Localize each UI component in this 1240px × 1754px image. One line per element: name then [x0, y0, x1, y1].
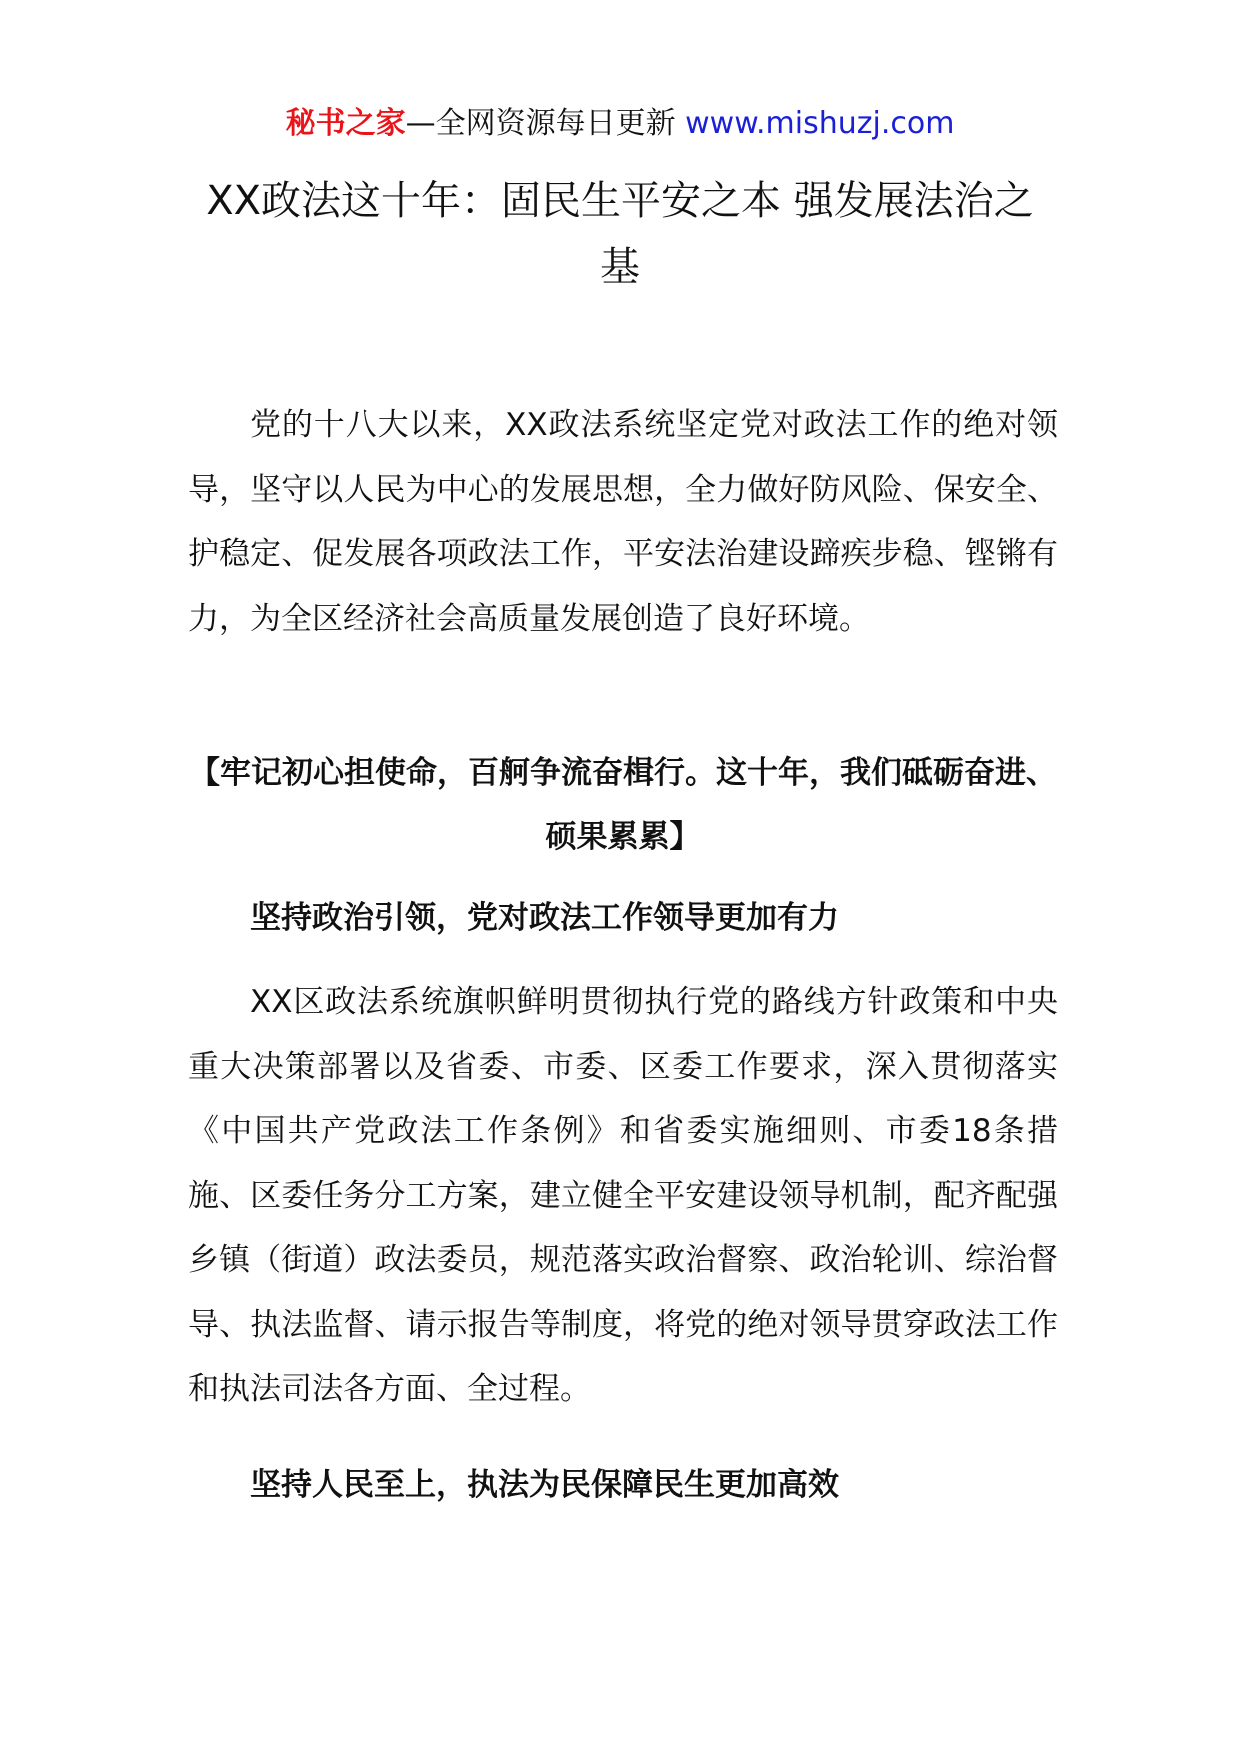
site-header	[0, 100, 1240, 148]
intro-paragraph: 党的十八大以来，XX政法系统坚定党对政法工作的绝对领导，坚守以人民为中心的发展思想，全力做好防风险、保安全、护稳定、促发展各项政法工作，平安法治建设蹄疾步稳、铿锵有力，为全区经济社会高质量发展创造了良好环境。	[188, 407, 1058, 637]
body-paragraph: XX区政法系统旗帜鲜明贯彻执行党的路线方针政策和中央重大决策部署以及省委、市委、区委工作要求，深入贯彻落实《中国共产党政法工作条例》和省委实施细则、市委18条措施、区委任务分工方案，建立健全平安建设领导机制，配齐配强乡镇（街道）政法委员，规范落实政治督察、政治轮训、综治督导、执法监督、请示报告等制度，将党的绝对领导贯穿政法工作和执法司法各方面、全过程。	[188, 984, 1058, 1407]
header-slogan: —全网资源每日更新	[405, 106, 686, 141]
section-heading: 【牢记初心担使命，百舸争流奋楫行。这十年，我们砥砺奋进、硕果累累】	[189, 755, 1057, 855]
site-url-link[interactable]: www.mishuzj.com	[685, 106, 955, 141]
document-title: XX政法这十年：固民生平安之本 强发展法治之基	[206, 178, 1034, 290]
brand-name: 秘书之家	[285, 106, 406, 141]
subheading-people-first: 坚持人民至上，执法为民保障民生更加高效	[250, 1467, 839, 1503]
subheading-political-leadership: 坚持政治引领，党对政法工作领导更加有力	[250, 900, 839, 936]
